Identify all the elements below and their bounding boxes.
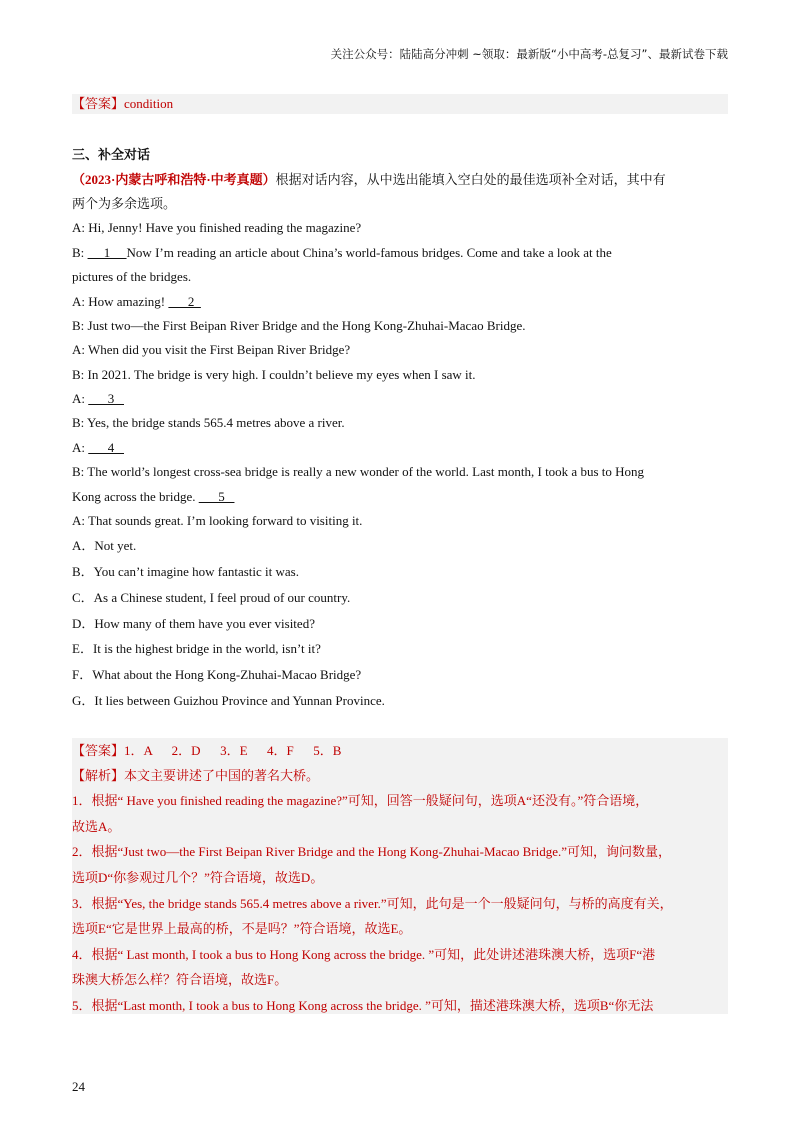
instruction-text-1: 根据对话内容，从中选出能填入空白处的最佳选项补全对话，其中有 xyxy=(275,172,666,187)
option-f: F．What about the Hong Kong-Zhuhai-Macao Bridge? xyxy=(72,667,362,682)
dialogue-text: A: How amazing! xyxy=(72,294,169,309)
option-d: D．How many of them have you ever visited? xyxy=(72,616,315,631)
speaker-prefix: B: xyxy=(72,245,88,260)
option-g: G．It lies between Guizhou Province and Yunnan Province. xyxy=(72,693,385,708)
option-b: B．You can’t imagine how fantastic it was. xyxy=(72,564,299,579)
answer-explanation-box xyxy=(72,738,728,1014)
previous-answer-box xyxy=(72,94,728,114)
dialogue-line-13: A: That sounds great. I’m looking forward to visiting it. xyxy=(72,513,363,528)
dialogue-line-3: pictures of the bridges. xyxy=(72,269,192,284)
section-title: 三、补全对话 xyxy=(72,148,151,163)
question-instruction-line-1 xyxy=(72,170,666,190)
dialogue-line-7: B: In 2021. The bridge is very high. I couldn’t believe my eyes when I saw it. xyxy=(72,367,476,382)
answer-label: 【答案】 xyxy=(72,96,125,111)
option-a: A．Not yet. xyxy=(72,538,137,553)
dialogue-line-1: A: Hi, Jenny! Have you finished reading the magazine? xyxy=(72,220,362,235)
dialogue-line-9: B: Yes, the bridge stands 565.4 metres above a river. xyxy=(72,415,345,430)
option-c: C．As a Chinese student, I feel proud of our country. xyxy=(72,590,351,605)
answer-line xyxy=(72,741,341,761)
question-instruction-line-2: 两个为多余选项。 xyxy=(72,196,177,211)
explanation-3b: 选项E“它是世界上最高的桥，不是吗？”符合语境，故选E。 xyxy=(72,921,412,936)
blank-5: 5 xyxy=(198,489,235,504)
analysis-label: 【解析】 xyxy=(72,768,125,783)
option-e: E．It is the highest bridge in the world, isn’t it? xyxy=(72,641,321,656)
explanation-4a: 4．根据“ Last month, I took a bus to Hong Kong across the bridge. ”可知，此处讲述港珠澳大桥，选项F“港 xyxy=(72,947,656,962)
dialogue-line-8 xyxy=(72,389,124,409)
answer-values: 1．A 2．D 3．E 4．F 5．B xyxy=(124,743,342,758)
blank-1: 1 xyxy=(87,245,127,260)
dialogue-line-2 xyxy=(72,243,612,263)
dialogue-text: Now I’m reading an article about China’s world-famous bridges. Come and take a look at the xyxy=(126,245,612,260)
dialogue-line-10 xyxy=(72,438,124,458)
explanation-1a: 1．根据“ Have you finished reading the magazine?”可知，回答一般疑问句，选项A“还没有。”符合语境， xyxy=(72,793,649,808)
blank-2: 2 xyxy=(168,294,201,309)
page-header: 关注公众号：陆陆高分冲刺 ~领取：最新版“小中高考-总复习”、最新试卷下载 xyxy=(330,47,728,61)
explanation-5a: 5．根据“Last month, I took a bus to Hong Kong across the bridge. ”可知，描述港珠澳大桥，选项B“你无法 xyxy=(72,998,654,1013)
explanation-1b: 故选A。 xyxy=(72,819,121,834)
explanation-2a: 2．根据“Just two—the First Beipan River Bridge and the Hong Kong-Zhuhai-Macao Bridge.”可知，询问数量， xyxy=(72,844,671,859)
speaker-prefix: A: xyxy=(72,391,89,406)
analysis-line xyxy=(72,766,319,786)
answer-label: 【答案】 xyxy=(72,743,125,758)
dialogue-line-12 xyxy=(72,487,234,507)
dialogue-line-11: B: The world’s longest cross-sea bridge is really a new wonder of the world. Last month, I took a bus to Hong xyxy=(72,464,645,479)
page-number: 24 xyxy=(72,1079,85,1094)
explanation-2b: 选项D“你参观过几个？”符合语境，故选D。 xyxy=(72,870,324,885)
dialogue-line-5: B: Just two—the First Beipan River Bridge and the Hong Kong-Zhuhai-Macao Bridge. xyxy=(72,318,526,333)
blank-4: 4 xyxy=(88,440,124,455)
question-source: （2023·内蒙古呼和浩特·中考真题） xyxy=(72,172,276,187)
explanation-3a: 3．根据“Yes, the bridge stands 565.4 metres above a river.”可知，此句是一个一般疑问句，与桥的高度有关， xyxy=(72,896,673,911)
answer-value: condition xyxy=(124,96,174,111)
speaker-prefix: A: xyxy=(72,440,89,455)
dialogue-text: Kong across the bridge. xyxy=(72,489,199,504)
analysis-summary: 本文主要讲述了中国的著名大桥。 xyxy=(124,768,320,783)
explanation-4b: 珠澳大桥怎么样？符合语境，故选F。 xyxy=(72,972,288,987)
dialogue-line-6: A: When did you visit the First Beipan River Bridge? xyxy=(72,342,351,357)
blank-3: 3 xyxy=(88,391,124,406)
dialogue-line-4 xyxy=(72,292,201,312)
